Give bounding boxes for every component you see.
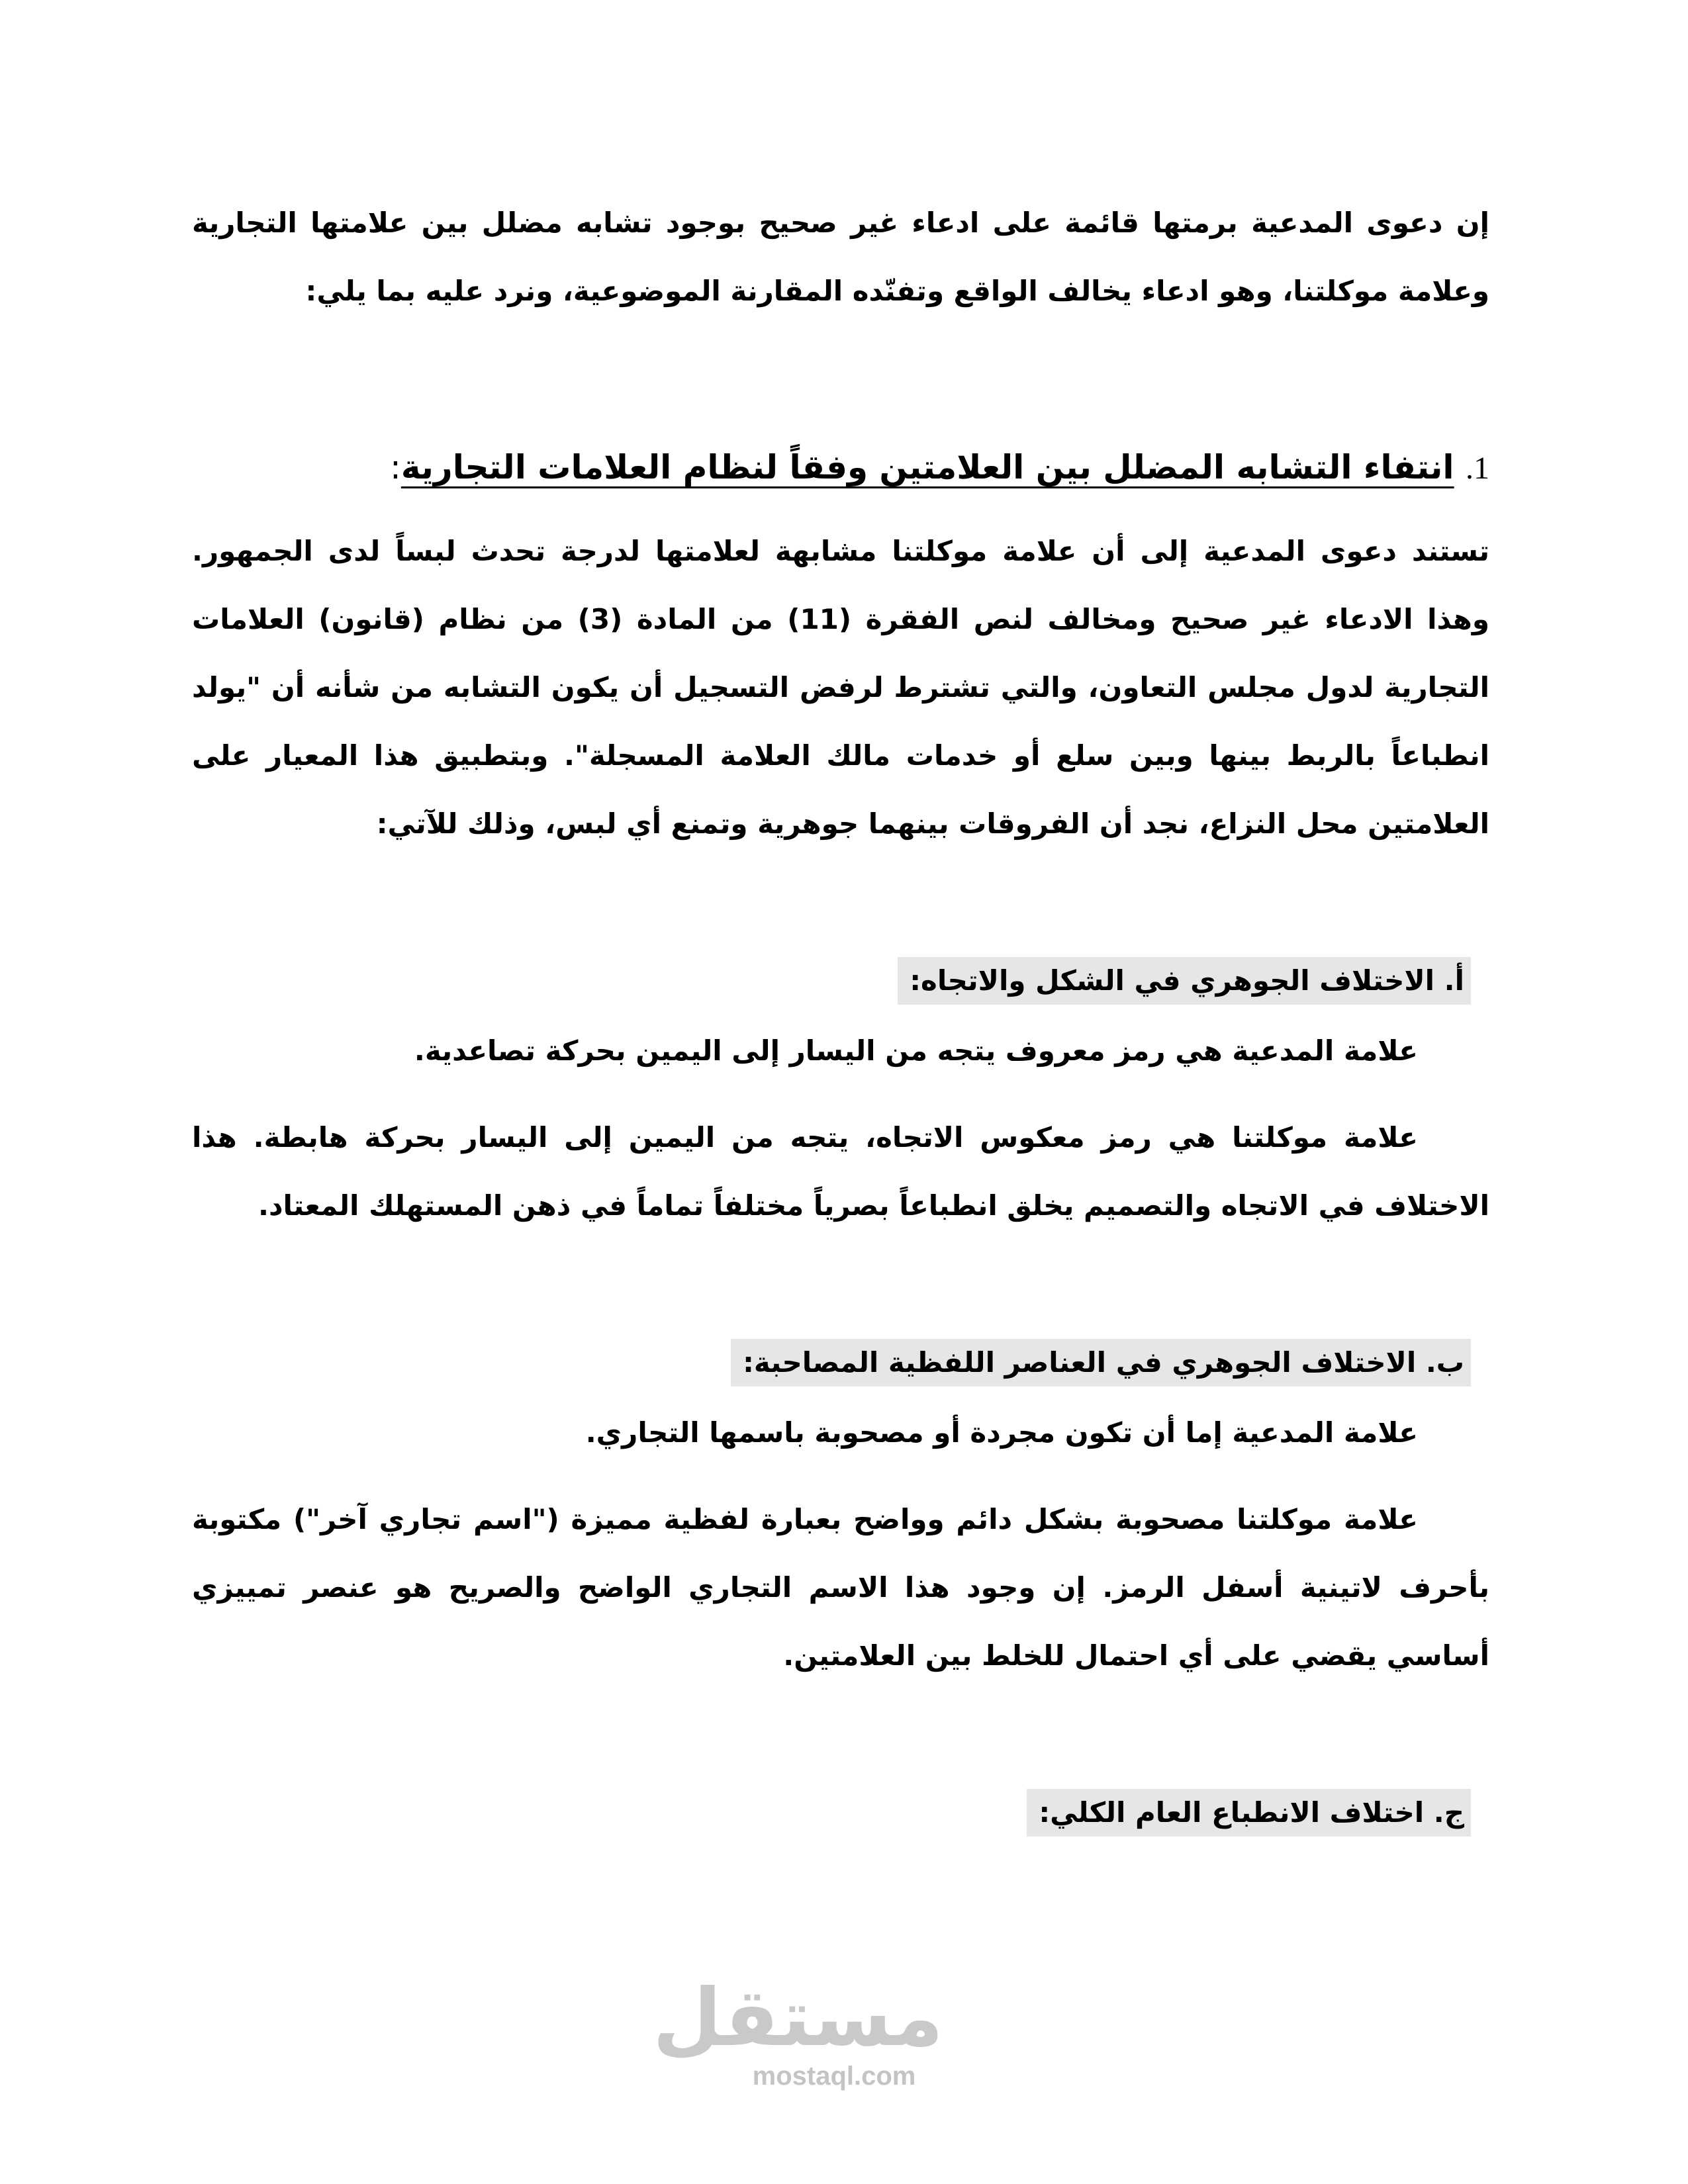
intro-paragraph: إن دعوى المدعية برمتها قائمة على ادعاء غير صحيح بوجود تشابه مضلل بين علامتها التجارية وعلامة موكلتنا، وهو ادعاء يخالف الواقع وتفنّده المقارنة الموضوعية، ونرد عليه بما يلي: xyxy=(192,206,1489,307)
subsection-b-paragraph-1: علامة المدعية إما أن تكون مجردة أو مصحوبة باسمها التجاري. xyxy=(585,1416,1418,1449)
subsection-b xyxy=(192,1339,1489,1387)
mostaql-site-text: mostaql.com xyxy=(752,2062,916,2091)
subsection-a-heading: أ. الاختلاف الجوهري في الشكل والاتجاه: xyxy=(898,957,1471,1005)
section-1-colon: : xyxy=(389,448,401,486)
section-1-title: انتفاء التشابه المضلل بين العلامتين وفقاً لنظام العلامات التجارية xyxy=(400,448,1454,486)
subsection-b-paragraph-2: علامة موكلتنا مصحوبة بشكل دائم وواضح بعبارة لفظية مميزة ("اسم تجاري آخر") مكتوبة بأحرف لاتينية أسفل الرمز. إن وجود هذا الاسم التجاري الواضح والصريح هو عنصر تمييزي أساسي يقضي على أي احتمال للخلط بين العلامتين. xyxy=(192,1503,1489,1672)
subsection-c-heading: ج. اختلاف الانطباع العام الكلي: xyxy=(1027,1789,1471,1837)
subsection-a xyxy=(192,957,1489,1005)
subsection-a-paragraph-1: علامة المدعية هي رمز معروف يتجه من اليسار إلى اليمين بحركة تصاعدية. xyxy=(414,1034,1418,1067)
section-1-heading xyxy=(192,437,1489,498)
document-content xyxy=(192,189,1489,1848)
section-1-body: تستند دعوى المدعية إلى أن علامة موكلتنا مشابهة لعلامتها لدرجة تحدث لبساً لدى الجمهور. وهذا الادعاء غير صحيح ومخالف لنص الفقرة (11) من المادة (3) من نظام (قانون) العلامات التجارية لدول مجلس التعاون، والتي تشترط لرفض التسجيل أن يكون التشابه من شأنه أن "يولد انطباعاً بالربط بينها وبين سلع أو خدمات مالك العلامة المسجلة". وبتطبيق هذا المعيار على العلامتين محل النزاع، نجد أن الفروقات بينهما جوهرية وتمنع أي لبس، وذلك للآتي: xyxy=(192,535,1490,840)
subsection-c xyxy=(192,1789,1489,1837)
section-1-number: 1. xyxy=(1466,451,1489,486)
mostaql-logo: مستقل xyxy=(653,1972,943,2064)
mostaql-watermark xyxy=(653,1972,943,2091)
subsection-b-heading: ب. الاختلاف الجوهري في العناصر اللفظية المصاحبة: xyxy=(731,1339,1471,1387)
subsection-a-paragraph-2: علامة موكلتنا هي رمز معكوس الاتجاه، يتجه من اليمين إلى اليسار بحركة هابطة. هذا الاختلاف في الاتجاه والتصميم يخلق انطباعاً بصرياً مختلفاً تماماً في ذهن المستهلك المعتاد. xyxy=(192,1121,1489,1222)
